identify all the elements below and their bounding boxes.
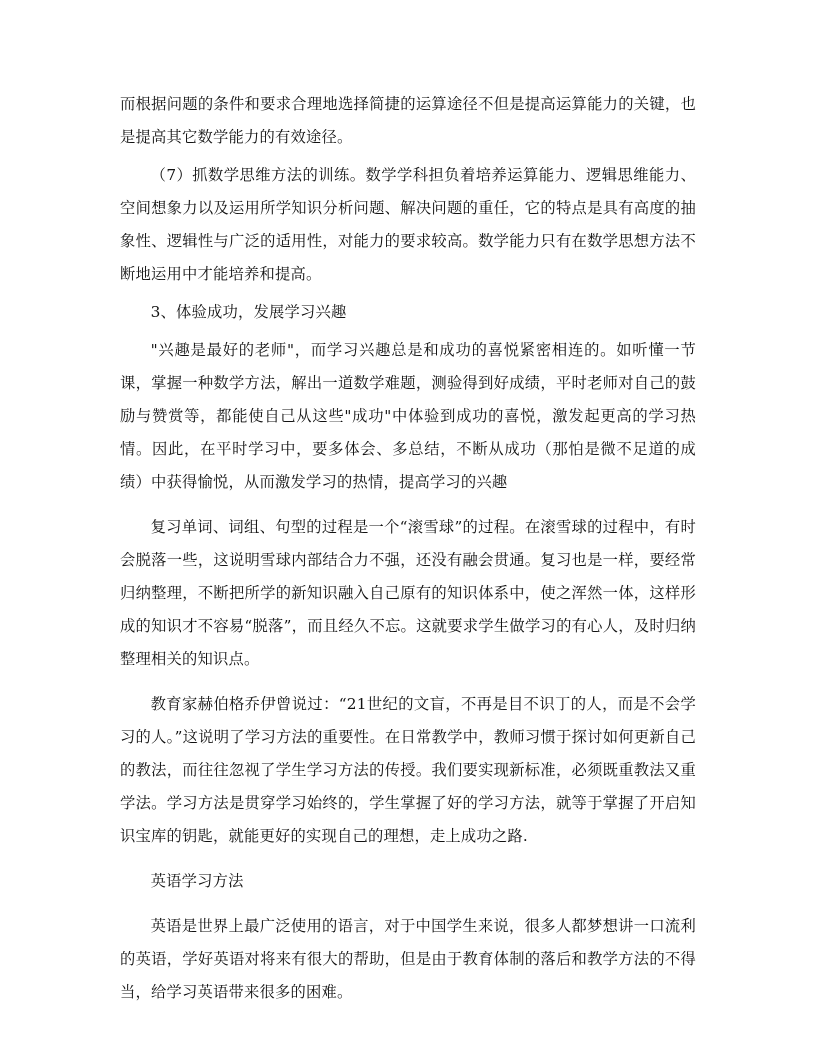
paragraph-interest: "兴趣是最好的老师"，而学习兴趣总是和成功的喜悦紧密相连的。如听懂一节课，掌握一种数学方法，解出一道数学难题，测验得到好成绩，平时老师对自己的鼓励与赞赏等，都能使自己从这些"成功"中体验到成功的喜悦，激发起更高的学习热情。因此，在平时学习中，要多体会、多总结，不断从成功（那怕是微不足道的成绩）中获得愉悦，从而激发学习的热情，提高学习的兴趣 — [120, 341, 696, 491]
paragraph-learning-methods: 教育家赫伯格乔伊曾说过：“21世纪的文盲，不再是目不识丁的人，而是不会学习的人。”这说明了学习方法的重要性。在日常教学中，教师习惯于探讨如何更新自己的教法，而往往忽视了学生学习方法的传授。我们要实现新标准，必须既重教法又重学法。学习方法是贯穿学习始终的，学生掌握了好的学习方法，就等于掌握了开启知识宝库的钥匙，就能更好的实现自己的理想，走上成功之路. — [120, 695, 696, 845]
section-heading-english: 英语学习方法 — [150, 872, 244, 890]
section-heading-success: 3、体验成功，发展学习兴趣 — [150, 303, 347, 321]
document-page — [120, 88, 696, 1009]
paragraph-continuation: 而根据问题的条件和要求合理地选择简捷的运算途径不但是提高运算能力的关键，也是提高其它数学能力的有效途径。 — [120, 95, 696, 146]
paragraph-math-thinking: （7）抓数学思维方法的训练。数学学科担负着培养运算能力、逻辑思维能力、空间想象力以及运用所学知识分析问题、解决问题的重任，它的特点是具有高度的抽象性、逻辑性与广泛的适用性，对能力的要求较高。数学能力只有在数学思想方法不断地运用中才能培养和提高。 — [120, 166, 696, 283]
paragraph-review-snowball: 复习单词、词组、句型的过程是一个“滚雪球”的过程。在滚雪球的过程中，有时会脱落一些，这说明雪球内部结合力不强，还没有融会贯通。复习也是一样，要经常归纳整理，不断把所学的新知识融入自己原有的知识体系中，使之浑然一体，这样形成的知识才不容易“脱落”，而且经久不忘。这就要求学生做学习的有心人，及时归纳整理相关的知识点。 — [120, 518, 696, 668]
paragraph-english: 英语是世界上最广泛使用的语言，对于中国学生来说，很多人都梦想讲一口流利的英语，学好英语对将来有很大的帮助，但是由于教育体制的落后和教学方法的不得当，给学习英语带来很多的困难。 — [120, 917, 696, 1001]
